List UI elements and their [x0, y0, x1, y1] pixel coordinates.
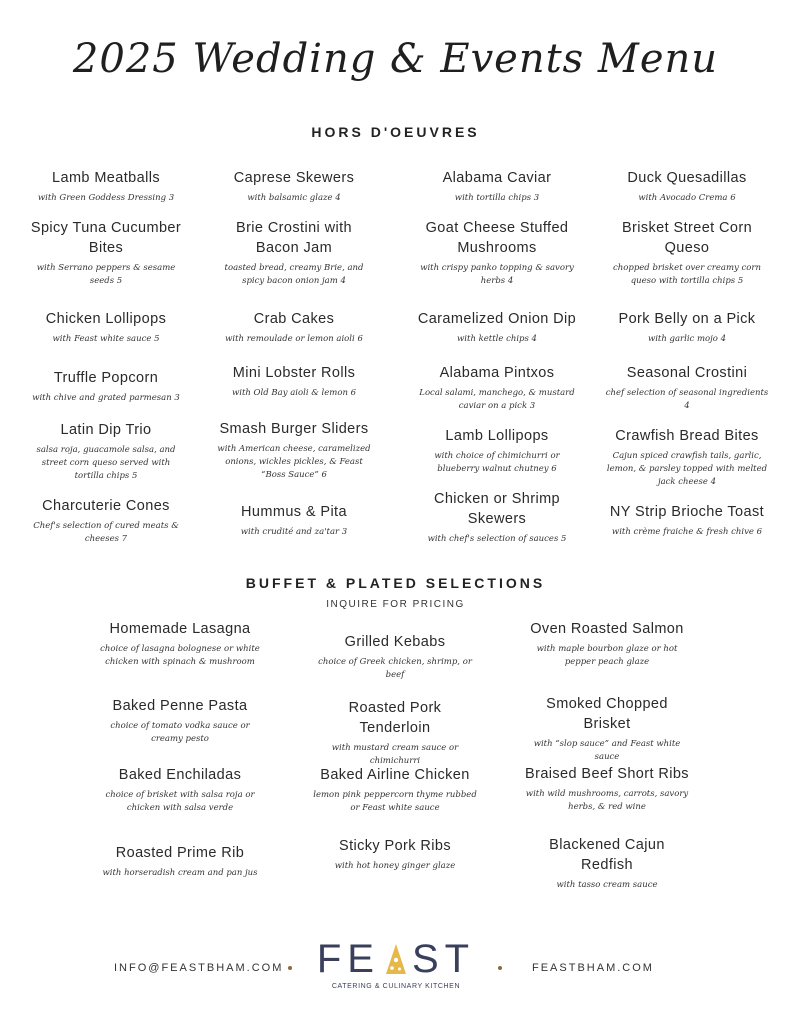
menu-item-description: with Old Bay aioli & lemon 6 [231, 388, 357, 398]
buffet-menu-item [313, 632, 478, 682]
menu-item-description: with chef's selection of sauces 5 [427, 534, 567, 544]
hors-menu-item [602, 168, 772, 205]
hors-doeuvres-heading: HORS D'OEUVRES [311, 124, 480, 140]
buffet-menu-item [313, 698, 478, 768]
menu-item-description: with garlic mojo 4 [647, 334, 727, 344]
menu-item-description: choice of tomato vodka sauce or creamy pesto [110, 721, 250, 744]
menu-item-description: with hot honey ginger glaze [334, 861, 456, 871]
buffet-menu-item [98, 765, 263, 815]
menu-item-description: with tortilla chips 3 [454, 193, 540, 203]
menu-item-description: with Serrano peppers & sesame seeds 5 [36, 263, 176, 286]
menu-item-name: Braised Beef Short Ribs [525, 766, 689, 782]
buffet-menu-item [313, 836, 478, 873]
menu-item-description: with Feast white sauce 5 [52, 334, 160, 344]
menu-item-description: with chive and grated parmesan 3 [32, 393, 180, 403]
buffet-subheading: INQUIRE FOR PRICING [326, 599, 465, 610]
hors-menu-item [412, 218, 582, 288]
menu-item-name: Roasted Pork Tenderloin [348, 700, 442, 736]
hors-menu-item [26, 218, 186, 288]
hors-menu-item [412, 426, 582, 476]
menu-item-name: Caprese Skewers [233, 170, 355, 186]
hors-menu-item [412, 489, 582, 546]
buffet-menu-item [313, 765, 478, 815]
menu-item-name: Lamb Meatballs [52, 170, 160, 186]
menu-item-description: toasted bread, creamy Brie, and spicy bacon onion jam 4 [224, 263, 364, 286]
hors-menu-item [602, 309, 772, 346]
menu-item-name: Roasted Prime Rib [115, 845, 245, 861]
footer-divider-dot [498, 966, 502, 970]
hors-menu-item [26, 168, 186, 205]
menu-item-name: Brisket Street Corn Queso [621, 220, 753, 256]
menu-item-description: with choice of chimichurri or blueberry walnut chutney 6 [434, 451, 560, 474]
buffet-menu-item [522, 835, 692, 892]
menu-item-name: Hummus & Pita [241, 504, 347, 520]
menu-item-description: with American cheese, caramelized onions, wickles pickles, & Feast “Boss Sauce” 6 [217, 444, 371, 480]
feast-logo [316, 937, 476, 1000]
menu-item-name: Alabama Caviar [442, 170, 552, 186]
menu-item-name: Sticky Pork Ribs [339, 838, 451, 854]
menu-item-name: Grilled Kebabs [344, 634, 446, 650]
menu-item-description: lemon pink peppercorn thyme rubbed or Feast white sauce [313, 790, 477, 813]
hors-menu-item [412, 309, 582, 346]
menu-item-description: choice of brisket with salsa roja or chicken with salsa verde [105, 790, 255, 813]
menu-item-description: with tasso cream sauce [556, 880, 658, 890]
footer-divider-dot [288, 966, 292, 970]
menu-item-description: with crudité and za'tar 3 [240, 527, 348, 537]
menu-item-description: chopped brisket over creamy corn queso with tortilla chips 5 [613, 263, 761, 286]
menu-item-name: Crab Cakes [253, 311, 335, 327]
menu-item-name: Caramelized Onion Dip [417, 311, 577, 327]
hors-menu-item [412, 168, 582, 205]
hors-menu-item [602, 426, 772, 489]
hors-menu-item [26, 368, 186, 405]
menu-item-name: Smash Burger Sliders [219, 421, 369, 437]
menu-item-name: Baked Penne Pasta [112, 698, 248, 714]
menu-item-description: with Green Goddess Dressing 3 [37, 193, 175, 203]
buffet-menu-item [98, 843, 263, 880]
menu-item-name: Mini Lobster Rolls [232, 365, 356, 381]
menu-item-description: with Avocado Crema 6 [638, 193, 736, 203]
menu-item-name: Brie Crostini with Bacon Jam [236, 220, 352, 256]
menu-item-description: Local salami, manchego, & mustard caviar on a pick 3 [419, 388, 575, 411]
menu-item-name: Chicken or Shrimp Skewers [433, 491, 561, 527]
menu-item-description: with wild mushrooms, carrots, savory herbs, & red wine [525, 789, 689, 812]
menu-item-description: chef selection of seasonal ingredients 4 [605, 388, 769, 411]
menu-item-name: Oven Roasted Salmon [530, 621, 684, 637]
hors-menu-item [214, 218, 374, 288]
menu-item-name: Lamb Lollipops [445, 428, 549, 444]
menu-item-description: with crème fraiche & fresh chive 6 [611, 527, 763, 537]
buffet-menu-item [522, 764, 692, 814]
menu-item-description: with mustard cream sauce or chimichurri [331, 743, 459, 766]
menu-item-description: with “slop sauce” and Feast white sauce [533, 739, 681, 762]
menu-item-description: choice of lasagna bolognese or white chicken with spinach & mushroom [100, 644, 260, 667]
menu-item-name: Goat Cheese Stuffed Mushrooms [425, 220, 569, 256]
hors-menu-item [214, 419, 374, 482]
menu-item-description: Cajun spiced crawfish tails, garlic, lemon, & parsley topped with melted jack cheese 4 [606, 451, 768, 487]
menu-item-description: with horseradish cream and pan jus [102, 868, 258, 878]
hors-menu-item [26, 309, 186, 346]
hors-menu-item [214, 363, 374, 400]
hors-menu-item [602, 363, 772, 413]
menu-item-name: Alabama Pintxos [439, 365, 555, 381]
menu-item-description: with remoulade or lemon aioli 6 [225, 334, 363, 344]
hors-menu-item [214, 502, 374, 539]
menu-item-name: Homemade Lasagna [109, 621, 251, 637]
hors-menu-item [412, 363, 582, 413]
menu-item-name: Chicken Lollipops [45, 311, 167, 327]
logo-text-right: ST [412, 937, 476, 981]
menu-item-name: Crawfish Bread Bites [615, 428, 759, 444]
menu-item-name: Spicy Tuna Cucumber Bites [30, 220, 182, 256]
buffet-heading: BUFFET & PLATED SELECTIONS [245, 575, 546, 591]
cheese-wedge-icon [384, 942, 408, 976]
menu-item-description: with balsamic glaze 4 [247, 193, 341, 203]
hors-menu-item [214, 168, 374, 205]
hors-menu-item [26, 496, 186, 546]
footer-website[interactable]: FEASTBHAM.COM [532, 962, 654, 974]
menu-title: 2025 Wedding & Events Menu [72, 36, 719, 82]
menu-item-description: salsa roja, guacamole salsa, and street corn queso served with tortilla chips 5 [36, 445, 176, 481]
menu-item-name: Pork Belly on a Pick [618, 311, 756, 327]
menu-item-name: NY Strip Brioche Toast [609, 504, 765, 520]
logo-tagline: CATERING & CULINARY KITCHEN [331, 983, 461, 990]
buffet-menu-item [98, 696, 263, 746]
footer-email[interactable]: INFO@FEASTBHAM.COM [114, 962, 284, 974]
logo-text-left: FE [316, 937, 380, 981]
menu-item-name: Duck Quesadillas [627, 170, 747, 186]
hors-menu-item [602, 218, 772, 288]
menu-item-description: Chef's selection of cured meats & cheeses 7 [33, 521, 179, 544]
menu-item-name: Seasonal Crostini [626, 365, 748, 381]
buffet-menu-item [522, 694, 692, 764]
hors-menu-item [602, 502, 772, 539]
menu-item-name: Charcuterie Cones [42, 498, 170, 514]
menu-item-name: Smoked Chopped Brisket [546, 696, 668, 732]
menu-item-description: choice of Greek chicken, shrimp, or beef [318, 657, 472, 680]
hors-menu-item [26, 420, 186, 483]
buffet-menu-item [522, 619, 692, 669]
hors-menu-item [214, 309, 374, 346]
menu-item-name: Latin Dip Trio [60, 422, 152, 438]
menu-item-description: with crispy panko topping & savory herbs 4 [420, 263, 574, 286]
menu-item-name: Baked Airline Chicken [320, 767, 470, 783]
menu-item-name: Baked Enchiladas [118, 767, 242, 783]
menu-item-name: Truffle Popcorn [53, 370, 159, 386]
buffet-menu-item [98, 619, 263, 669]
menu-item-description: with maple bourbon glaze or hot pepper peach glaze [536, 644, 678, 667]
menu-item-description: with kettle chips 4 [457, 334, 537, 344]
menu-item-name: Blackened Cajun Redfish [549, 837, 665, 873]
